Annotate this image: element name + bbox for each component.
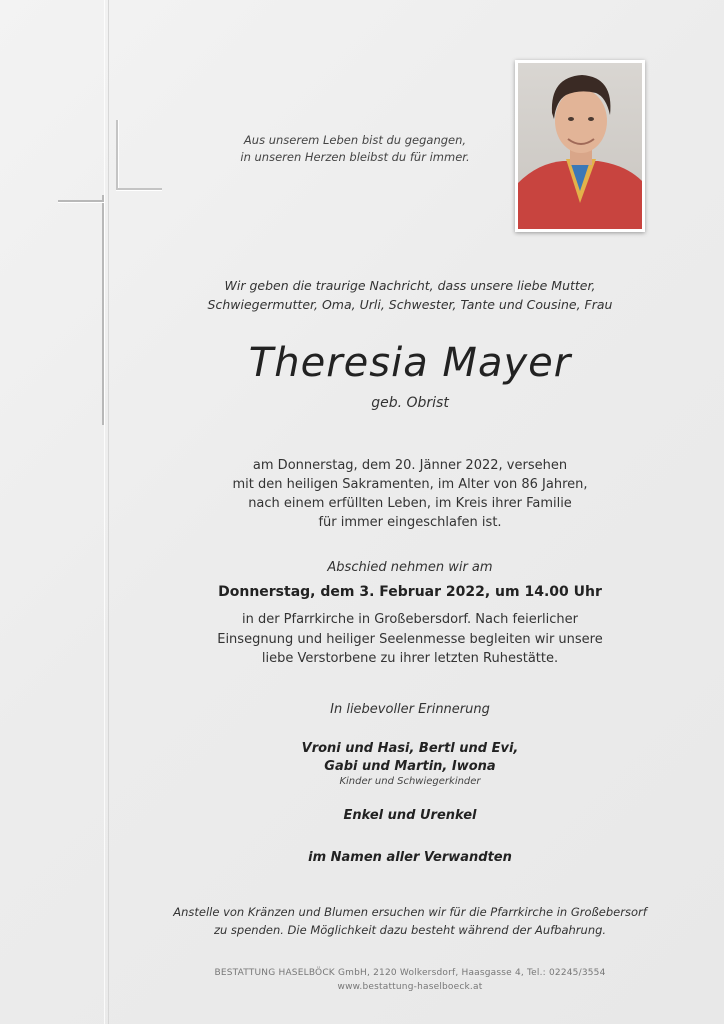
intro-line: Schwiegermutter, Oma, Urli, Schwester, Tante und Cousine, Frau — [207, 297, 613, 312]
memorial-quote — [200, 132, 510, 166]
cross-lower-arm — [58, 200, 104, 202]
funeral-line: liebe Verstorbene zu ihrer letzten Ruhestätte. — [261, 651, 559, 666]
portrait-image — [518, 63, 642, 229]
maiden-name: geb. Obrist — [371, 395, 449, 411]
death-notice-line: für immer eingeschlafen ist. — [318, 515, 502, 530]
mourners-names — [150, 740, 670, 776]
death-notice-line: nach einem erfüllten Leben, im Kreis ihrer Familie — [248, 496, 572, 511]
note-line: Anstelle von Kränzen und Blumen ersuchen wir für die Pfarrkirche in Großebersorf — [173, 905, 647, 919]
page-edge-line — [108, 0, 109, 1024]
footer-company: BESTATTUNG HASELBÖCK GmbH, 2120 Wolkersdorf, Haasgasse 4, Tel.: 02245/3554 — [214, 968, 606, 978]
quote-line: Aus unserem Leben bist du gegangen, — [243, 133, 467, 147]
cross-upper-vertical — [116, 120, 118, 190]
mourners-line: Vroni und Hasi, Bertl und Evi, — [301, 741, 519, 756]
deceased-name: Theresia Mayer — [248, 340, 572, 386]
footer-website[interactable]: www.bestattung-haselboeck.at — [337, 982, 483, 992]
cross-lower-vertical — [102, 195, 104, 425]
funeral-line: in der Pfarrkirche in Großebersdorf. Nach feierlicher — [241, 612, 579, 627]
memory-intro: In liebevoller Erinnerung — [330, 702, 490, 717]
cross-upper-arm — [116, 188, 162, 190]
mourners-relation: Kinder und Schwiegerkinder — [339, 776, 481, 787]
grandchildren: Enkel und Urenkel — [343, 808, 477, 823]
farewell-intro: Abschied nehmen wir am — [327, 560, 493, 575]
quote-line: in unseren Herzen bleibst du für immer. — [240, 150, 470, 164]
funeral-details — [150, 610, 670, 669]
footer — [150, 966, 670, 994]
note-line: zu spenden. Die Möglichkeit dazu besteht während der Aufbahrung. — [213, 923, 607, 937]
intro-line: Wir geben die traurige Nachricht, dass unsere liebe Mutter, — [224, 278, 596, 293]
page-edge-line-highlight — [104, 0, 105, 1024]
announcement-intro — [150, 276, 670, 314]
relatives: im Namen aller Verwandten — [308, 850, 512, 865]
death-notice-line: mit den heiligen Sakramenten, im Alter von 86 Jahren, — [232, 477, 588, 492]
death-notice — [150, 456, 670, 532]
mourners-line: Gabi und Martin, Iwona — [324, 759, 496, 774]
death-notice-line: am Donnerstag, dem 20. Jänner 2022, versehen — [252, 458, 568, 473]
donation-note — [150, 903, 670, 939]
portrait-photo — [515, 60, 645, 232]
funeral-date: Donnerstag, dem 3. Februar 2022, um 14.00 Uhr — [218, 584, 602, 600]
funeral-line: Einsegnung und heiliger Seelenmesse begleiten wir unsere — [217, 631, 603, 647]
